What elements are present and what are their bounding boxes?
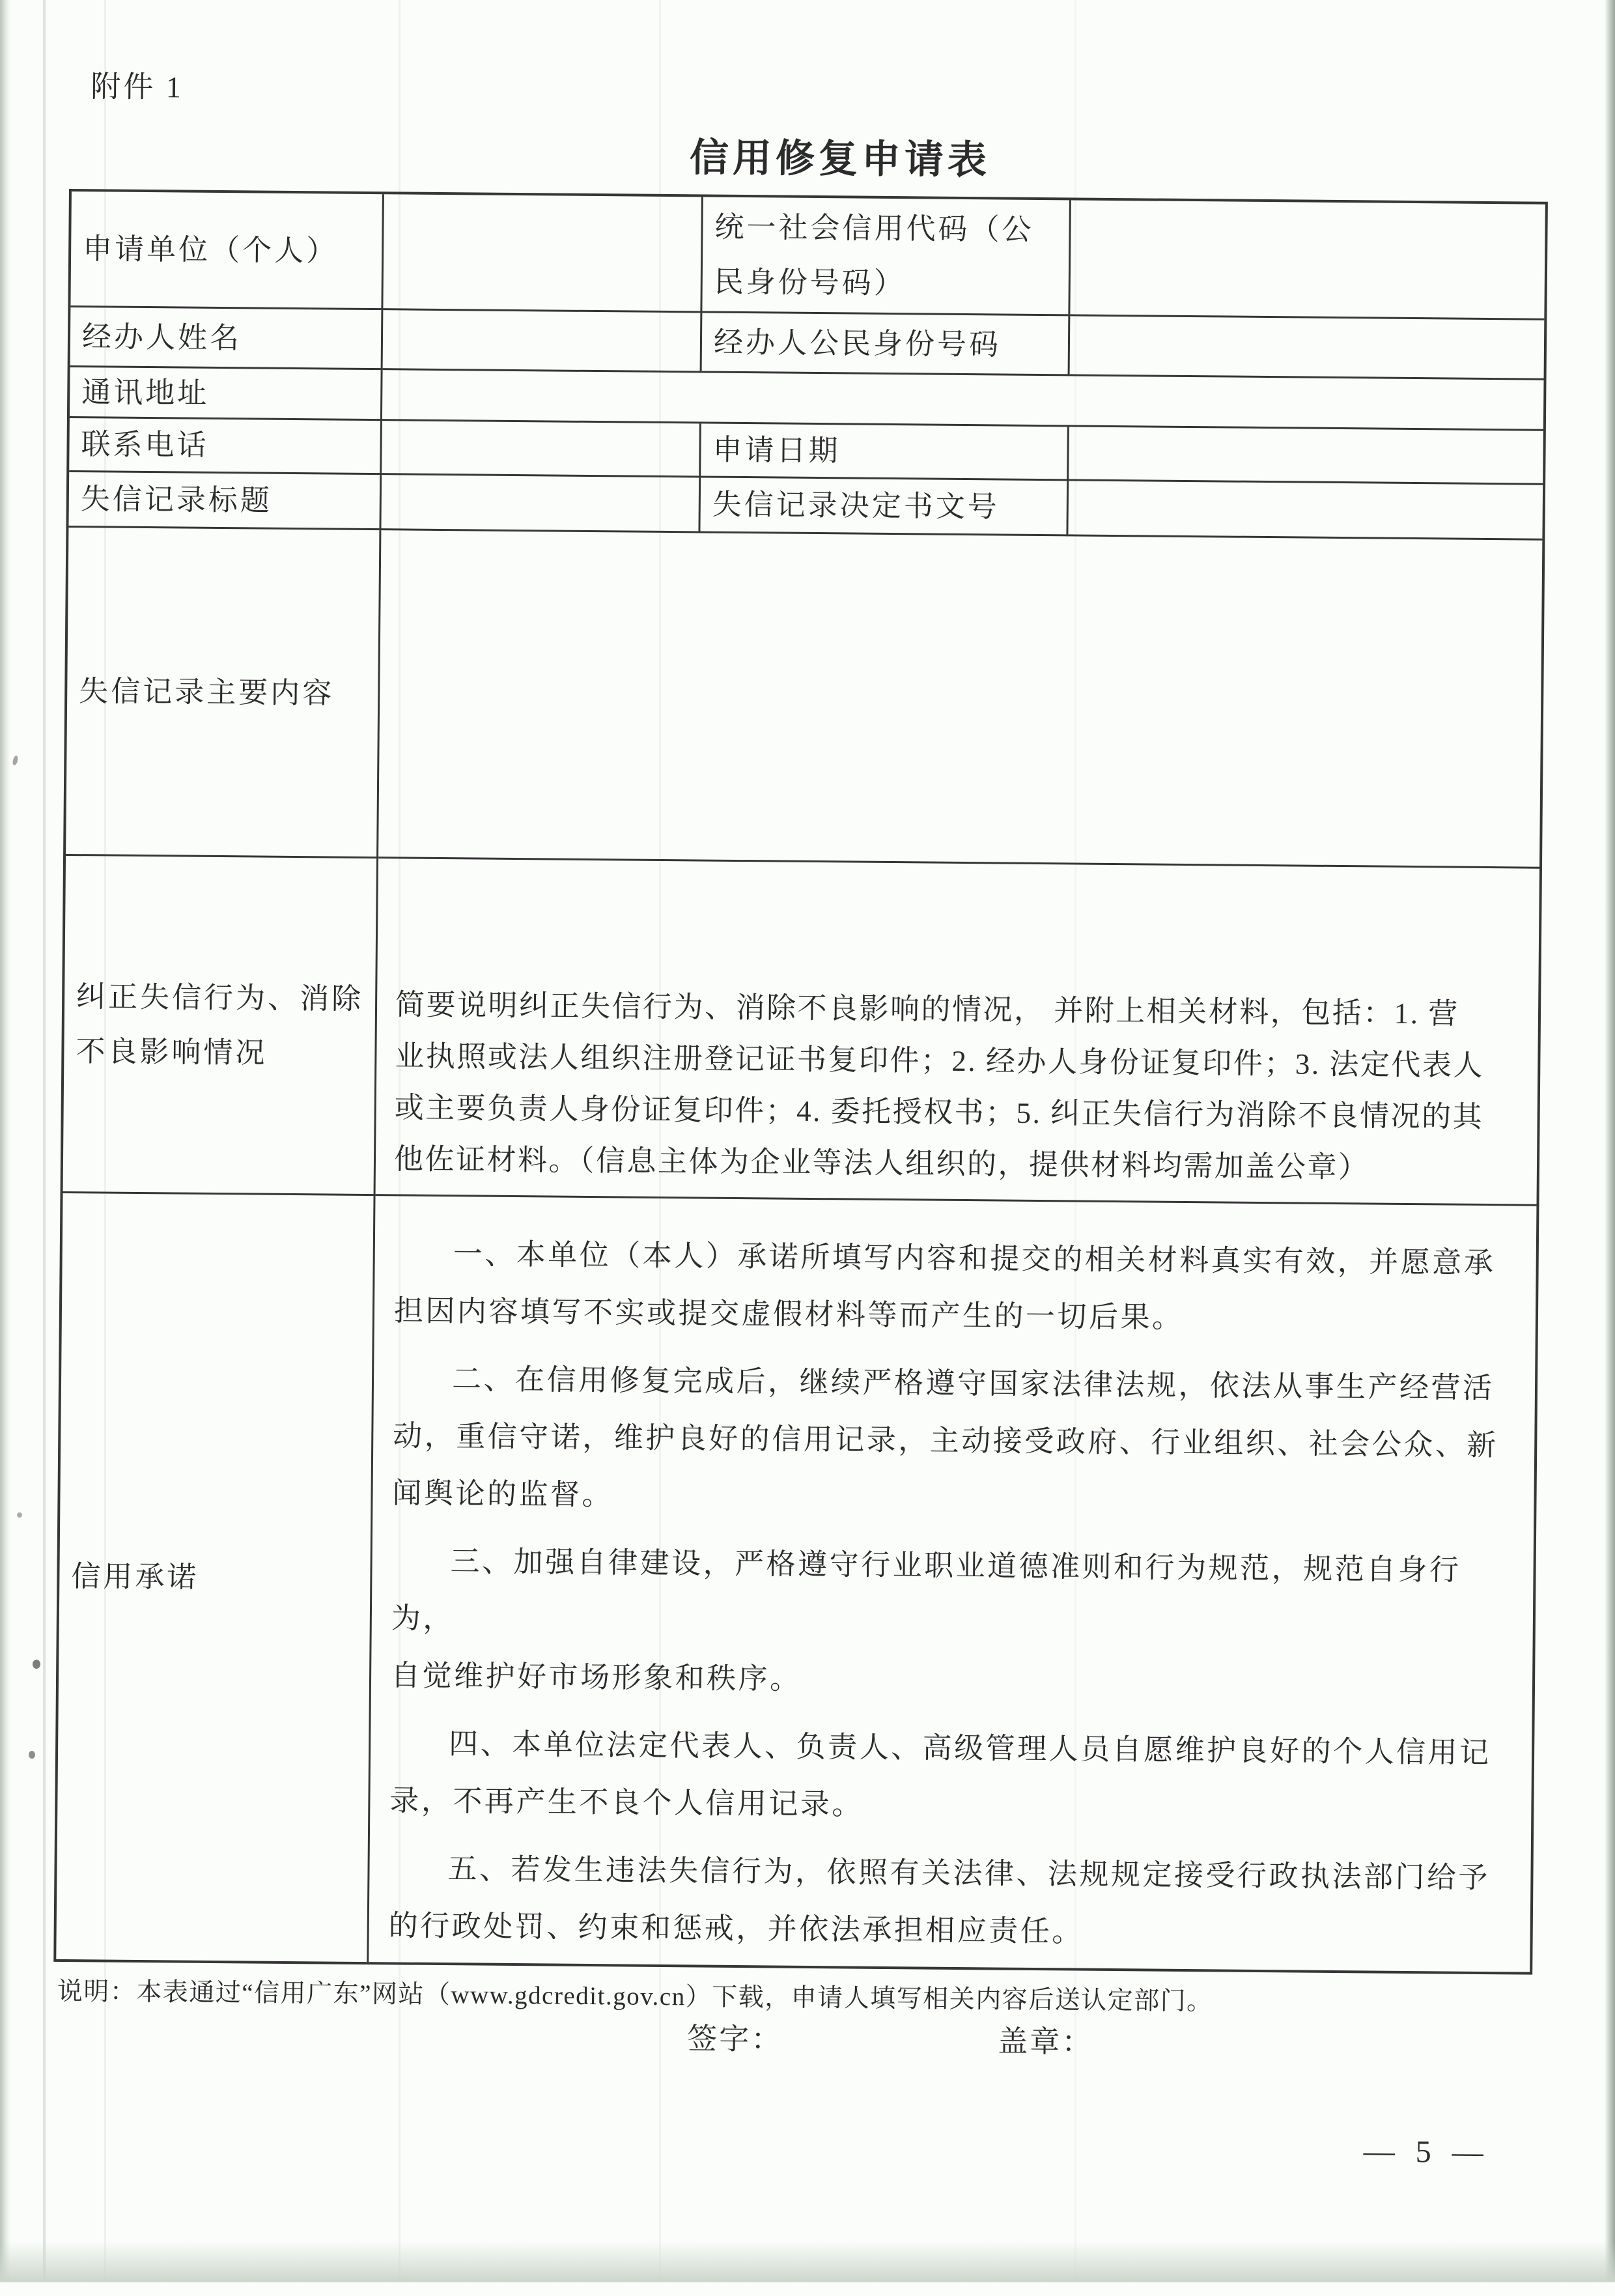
input-cell-decision-doc-number [1068,481,1543,540]
input-cell-record-title [381,475,701,533]
scan-speck [17,1512,22,1518]
page-number: — 5 — [1363,2134,1491,2170]
scan-edge-left [0,0,10,2282]
correction-hint-text: 简要说明纠正失信行为、消除不良影响的情况， 并附上相关材料，包括：1. 营 业执照或法人组织注册登记证书复印件；2. 经办人身份证复印件；3. 法定代表人 或主要负责人身份证复印件；4. 委托授权书；5. 纠正失信行为消除不良情况的其 他佐证材料。（信息主体为企业等法人组织的，提供材料均需加盖公章） [393,988,1485,1184]
scan-edge-right [1605,0,1615,2282]
input-cell-record-main-content [378,530,1542,869]
label-application-date: 申请日期 [701,423,1069,481]
label-credit-code: 统一社会信用代码（公 民身份号码） [702,197,1071,316]
attachment-label: 附件 1 [91,70,184,104]
commitment-paragraph-4: 四、本单位法定代表人、负责人、高级管理人员自愿维护良好的个人信用记 录，不再产生不良个人信用记录。 [389,1727,1491,1821]
input-cell-applicant [383,194,703,313]
label-phone: 联系电话 [69,418,382,475]
label-credit-commitment: 信用承诺 [56,1193,375,1962]
commitment-paragraph-5: 五、若发生违法失信行为，依照有关法律、法规规定接受行政执法部门给予 的行政处罚、约束和惩戒，并依法承担相应责任。 [388,1852,1491,1948]
seal-label: 盖章： [998,2024,1094,2059]
commitment-paragraph-1: 一、本单位（本人）承诺所填写内容和提交的相关材料真实有效，并愿意承 担因内容填写不实或提交虚假材料等而产生的一切后果。 [393,1238,1496,1334]
signature-row [387,2009,1511,2073]
label-handler-name: 经办人姓名 [70,307,384,370]
label-correction-situation: 纠正失信行为、消除 不良影响情况 [63,856,379,1196]
commitment-paragraph-2: 二、在信用修复完成后，继续严格遵守国家法律法规，依法从事生产经营活 动，重信守诺，维护良好的信用记录，主动接受政府、行业组织、社会公众、新 闻舆论的监督。 [392,1363,1498,1512]
label-applicant: 申请单位（个人） [70,191,384,310]
cell-correction-hint [376,858,1539,1206]
input-cell-application-date [1069,427,1543,485]
input-cell-phone [382,421,701,477]
label-handler-id: 经办人公民身份号码 [702,313,1071,376]
label-decision-doc-number: 失信记录决定书文号 [700,477,1069,536]
page-title: 信用修复申请表 [689,136,991,182]
input-cell-credit-code [1070,200,1545,320]
scan-speck [29,1751,35,1759]
signature-label: 签字： [687,2022,783,2056]
commitment-paragraph-3: 三、加强自律建设，严格遵守行业职业道德准则和行为规范，规范自身行为， 自觉维护好市场形象和秩序。 [390,1545,1461,1695]
label-mailing-address: 通讯地址 [70,367,383,421]
input-cell-handler-name [383,310,703,373]
scan-speck [33,1660,40,1669]
label-record-title: 失信记录标题 [68,472,382,530]
input-cell-handler-id [1070,316,1545,380]
label-record-main-content: 失信记录主要内容 [66,528,381,858]
scan-edge-bottom [0,2241,1615,2282]
footnote: 说明：本表通过“信用广东”网站（www.gdcredit.gov.cn）下载，申请人填写相关内容后送认定部门。 [57,1977,1213,2016]
